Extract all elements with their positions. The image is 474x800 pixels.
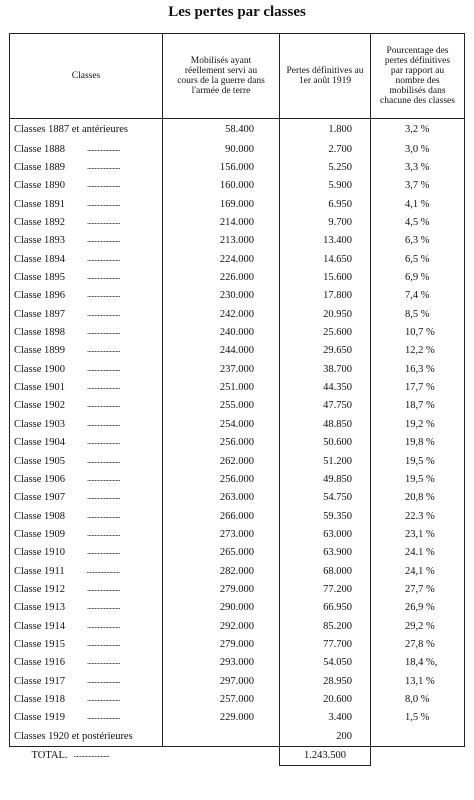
pourcentage-cell: 3,0 % <box>371 141 465 159</box>
leader-dots: ...................... <box>87 327 121 337</box>
leader-dots: ...................... <box>87 217 121 227</box>
leader-dots: ...................... <box>87 253 121 263</box>
classe-cell <box>10 416 163 434</box>
classe-label: Classe 1912 <box>14 583 66 595</box>
classe-cell <box>10 287 163 305</box>
classe-cell <box>10 232 163 250</box>
pertes-cell: 15.600 <box>280 269 371 287</box>
mobilises-cell: 242.000 <box>163 306 280 324</box>
table-row <box>10 636 465 654</box>
pourcentage-cell: 8,0 % <box>371 691 465 709</box>
header-pertes-text: Pertes définitives au 1er août 1919 <box>286 66 364 86</box>
classe-cell <box>10 526 163 544</box>
table-row <box>10 416 465 434</box>
table-row <box>10 434 465 452</box>
pertes-cell: 38.700 <box>280 361 371 379</box>
classe-label: Classe 1903 <box>14 418 66 430</box>
pertes-cell: 48.850 <box>280 416 371 434</box>
classe-cell <box>10 599 163 617</box>
mobilises-cell: 169.000 <box>163 196 280 214</box>
pourcentage-cell: 18,7 % <box>371 397 465 415</box>
classe-cell <box>10 342 163 360</box>
leader-dots: ...................... <box>87 602 121 612</box>
pourcentage-cell: 1,5 % <box>371 709 465 727</box>
classe-cell <box>10 672 163 690</box>
table-row <box>10 397 465 415</box>
classe-cell <box>10 471 163 489</box>
table-row <box>10 617 465 635</box>
leader-dots: ...................... <box>87 382 121 392</box>
header-pourcentage-text: Pourcentage des pertes définitives par rapport au nombre des mobilisés dans chacune des classes <box>380 46 455 106</box>
mobilises-cell: 292.000 <box>163 617 280 635</box>
classe-label: Classe 1906 <box>14 473 66 485</box>
table-row-posterieures <box>10 728 465 747</box>
classe-cell <box>10 214 163 232</box>
classe-label: Classe 1917 <box>14 675 66 687</box>
pertes-cell: 51.200 <box>280 452 371 470</box>
leader-dots: ...................... <box>87 510 121 520</box>
mobilises-cell: 58.400 <box>163 119 280 141</box>
classe-label: Classes 1887 et antérieures <box>14 123 129 135</box>
pertes-cell: 5.250 <box>280 159 371 177</box>
pourcentage-cell: 19,8 % <box>371 434 465 452</box>
table-row <box>10 177 465 195</box>
table-row <box>10 232 465 250</box>
pertes-cell: 20.600 <box>280 691 371 709</box>
classe-label: Classe 1889 <box>14 162 66 174</box>
leader-dots: ...................... <box>87 418 121 428</box>
mobilises-cell: 213.000 <box>163 232 280 250</box>
classe-label: Classe 1911 <box>14 565 65 577</box>
pertes-cell: 29.650 <box>280 342 371 360</box>
mobilises-cell: 214.000 <box>163 214 280 232</box>
leader-dots: ...................... <box>87 620 121 630</box>
classe-label: Classe 1915 <box>14 638 66 650</box>
table-row <box>10 471 465 489</box>
leader-dots: ...................... <box>87 180 121 190</box>
pourcentage-cell: 27,7 % <box>371 581 465 599</box>
classe-cell <box>10 177 163 195</box>
mobilises-cell: 240.000 <box>163 324 280 342</box>
mobilises-cell: 160.000 <box>163 177 280 195</box>
pertes-cell: 2.700 <box>280 141 371 159</box>
table-row <box>10 214 465 232</box>
pourcentage-cell: 23,1 % <box>371 526 465 544</box>
header-pertes <box>280 34 371 119</box>
classe-label: Classe 1916 <box>14 657 66 669</box>
table-row <box>10 599 465 617</box>
classe-label: Classe 1914 <box>14 620 66 632</box>
classe-cell <box>10 691 163 709</box>
classe-cell <box>10 709 163 727</box>
pertes-cell: 54.750 <box>280 489 371 507</box>
mobilises-cell: 90.000 <box>163 141 280 159</box>
classe-label: Classe 1899 <box>14 345 66 357</box>
table-row <box>10 119 465 141</box>
classe-cell <box>10 562 163 580</box>
pourcentage-cell: 6,3 % <box>371 232 465 250</box>
pourcentage-cell: 24.1 % <box>371 544 465 562</box>
leader-dots: ...................... <box>87 437 121 447</box>
leader-dots: ...................... <box>87 345 121 355</box>
classe-label: Classe 1901 <box>14 382 66 394</box>
classe-cell <box>10 306 163 324</box>
classe-cell <box>10 159 163 177</box>
header-mobilises-text: Mobilisés ayant réellement servi au cours de la guerre dans l'armée de terre <box>177 56 265 96</box>
classe-cell <box>10 434 163 452</box>
classe-cell <box>10 361 163 379</box>
mobilises-cell: 263.000 <box>163 489 280 507</box>
pourcentage-cell: 3,3 % <box>371 159 465 177</box>
leader-dots: ...................... <box>87 455 121 465</box>
classe-label: Classe 1893 <box>14 235 66 247</box>
mobilises-cell: 282.000 <box>163 562 280 580</box>
classe-label: Classe 1904 <box>14 437 66 449</box>
leader-dots: ...................... <box>87 143 121 153</box>
classe-label: Classe 1894 <box>14 253 66 265</box>
losses-table <box>9 33 465 766</box>
mobilises-cell: 293.000 <box>163 654 280 672</box>
classe-cell <box>10 397 163 415</box>
pertes-cell: 28.950 <box>280 672 371 690</box>
table-row <box>10 141 465 159</box>
pourcentage-cell: 12,2 % <box>371 342 465 360</box>
pourcentage-cell: 6,9 % <box>371 269 465 287</box>
leader-dots: ...................... <box>87 657 121 667</box>
classe-label: Classe 1908 <box>14 510 66 522</box>
table-row <box>10 654 465 672</box>
pertes-cell: 77.700 <box>280 636 371 654</box>
table-row <box>10 709 465 727</box>
classe-label: Classe 1902 <box>14 400 66 412</box>
pourcentage-cell: 19,2 % <box>371 416 465 434</box>
table-row <box>10 342 465 360</box>
leader-dots: ...................... <box>87 363 121 373</box>
pourcentage-cell: 22.3 % <box>371 507 465 525</box>
pertes-cell: 63.900 <box>280 544 371 562</box>
pertes-cell: 200 <box>280 728 371 747</box>
mobilises-cell: 266.000 <box>163 507 280 525</box>
table-row <box>10 507 465 525</box>
mobilises-cell: 237.000 <box>163 361 280 379</box>
classe-cell <box>10 251 163 269</box>
pourcentage-cell: 19,5 % <box>371 452 465 470</box>
pourcentage-cell: 17,7 % <box>371 379 465 397</box>
classe-cell <box>10 119 163 141</box>
pourcentage-cell: 4,1 % <box>371 196 465 214</box>
pertes-cell: 1.800 <box>280 119 371 141</box>
pertes-cell: 6.950 <box>280 196 371 214</box>
mobilises-cell: 226.000 <box>163 269 280 287</box>
table-row <box>10 159 465 177</box>
classe-label: Classe 1898 <box>14 327 66 339</box>
table-header-row <box>10 34 465 119</box>
mobilises-cell: 254.000 <box>163 416 280 434</box>
pourcentage-cell: 27,8 % <box>371 636 465 654</box>
total-blank-cell <box>371 746 465 765</box>
leader-dots: ...................... <box>86 565 120 575</box>
table-row <box>10 361 465 379</box>
header-mobilises <box>163 34 280 119</box>
classe-label: Classe 1910 <box>14 547 66 559</box>
pourcentage-cell: 13,1 % <box>371 672 465 690</box>
table-row <box>10 306 465 324</box>
classe-label: Classe 1907 <box>14 492 66 504</box>
pourcentage-cell: 26,9 % <box>371 599 465 617</box>
pourcentage-cell: 8,5 % <box>371 306 465 324</box>
classe-cell <box>10 452 163 470</box>
mobilises-cell: 251.000 <box>163 379 280 397</box>
classe-cell <box>10 581 163 599</box>
leader-dots: ...................... <box>87 528 121 538</box>
leader-dots: ...................... <box>87 235 121 245</box>
classe-label: Classe 1905 <box>14 455 66 467</box>
classe-cell <box>10 379 163 397</box>
classe-cell <box>10 654 163 672</box>
table-row <box>10 269 465 287</box>
pertes-cell: 17.800 <box>280 287 371 305</box>
pourcentage-cell: 7,4 % <box>371 287 465 305</box>
total-label: TOTAL. <box>31 750 68 762</box>
mobilises-cell: 279.000 <box>163 636 280 654</box>
table-row <box>10 691 465 709</box>
leader-dots: ...................... <box>87 198 121 208</box>
classe-cell <box>10 617 163 635</box>
mobilises-cell: 224.000 <box>163 251 280 269</box>
classe-cell <box>10 544 163 562</box>
classe-cell <box>10 141 163 159</box>
total-blank-cell <box>163 746 280 765</box>
table-row <box>10 526 465 544</box>
classe-label: Classe 1896 <box>14 290 66 302</box>
mobilises-cell: 273.000 <box>163 526 280 544</box>
pertes-cell: 25.600 <box>280 324 371 342</box>
classe-label: Classe 1892 <box>14 217 66 229</box>
leader-dots: ...................... <box>87 290 121 300</box>
leader-dots: ...................... <box>87 400 121 410</box>
leader-dots: ...................... <box>87 162 121 172</box>
pertes-cell: 9.700 <box>280 214 371 232</box>
pertes-cell: 54.050 <box>280 654 371 672</box>
pourcentage-cell: 20,8 % <box>371 489 465 507</box>
leader-dots: ...................... <box>87 693 121 703</box>
pourcentage-cell-empty <box>371 728 465 747</box>
classe-label: Classe 1919 <box>14 712 66 724</box>
mobilises-cell: 156.000 <box>163 159 280 177</box>
mobilises-cell: 230.000 <box>163 287 280 305</box>
pourcentage-cell: 10,7 % <box>371 324 465 342</box>
table-row <box>10 324 465 342</box>
classe-cell <box>10 269 163 287</box>
pourcentage-cell: 19,5 % <box>371 471 465 489</box>
pertes-cell: 63.000 <box>280 526 371 544</box>
classe-label: Classe 1918 <box>14 693 66 705</box>
mobilises-cell: 255.000 <box>163 397 280 415</box>
mobilises-cell: 290.000 <box>163 599 280 617</box>
classe-cell <box>10 489 163 507</box>
table-row <box>10 287 465 305</box>
leader-dots: ...................... <box>87 638 121 648</box>
table-body <box>10 119 465 766</box>
mobilises-cell: 244.000 <box>163 342 280 360</box>
pertes-cell: 20.950 <box>280 306 371 324</box>
pourcentage-cell: 18,4 %, <box>371 654 465 672</box>
pourcentage-cell: 29,2 % <box>371 617 465 635</box>
pourcentage-cell: 3,2 % <box>371 119 465 141</box>
pertes-cell: 44.350 <box>280 379 371 397</box>
table-row-total <box>10 746 465 765</box>
classe-cell <box>10 196 163 214</box>
classe-label: Classe 1895 <box>14 272 66 284</box>
pourcentage-cell: 16,3 % <box>371 361 465 379</box>
pourcentage-cell: 3,7 % <box>371 177 465 195</box>
pourcentage-cell: 24,1 % <box>371 562 465 580</box>
leader-dots: ...................... <box>87 712 121 722</box>
pertes-cell: 59.350 <box>280 507 371 525</box>
header-pourcentage <box>371 34 465 119</box>
total-pertes-cell: 1.243.500 <box>280 746 371 765</box>
classe-cell <box>10 324 163 342</box>
classe-cell <box>10 507 163 525</box>
mobilises-cell: 265.000 <box>163 544 280 562</box>
classe-cell <box>10 636 163 654</box>
table-row <box>10 251 465 269</box>
pertes-cell: 47.750 <box>280 397 371 415</box>
classe-label: Classe 1888 <box>14 143 66 155</box>
leader-dots: ...................... <box>87 272 121 282</box>
leader-dots: ...................... <box>87 675 121 685</box>
table-row <box>10 544 465 562</box>
table-row <box>10 489 465 507</box>
mobilises-cell: 257.000 <box>163 691 280 709</box>
classe-label: Classe 1891 <box>14 198 66 210</box>
pertes-cell: 14.650 <box>280 251 371 269</box>
header-classes: Classes <box>10 34 163 119</box>
pourcentage-cell: 6,5 % <box>371 251 465 269</box>
leader-dots: ...................... <box>87 547 121 557</box>
pourcentage-cell: 4,5 % <box>371 214 465 232</box>
leader-dots: ...................... <box>87 473 121 483</box>
pertes-cell: 49.850 <box>280 471 371 489</box>
mobilises-cell: 256.000 <box>163 434 280 452</box>
leader-dots: ...................... <box>87 308 121 318</box>
table-row <box>10 452 465 470</box>
pertes-cell: 3.400 <box>280 709 371 727</box>
classe-label: Classe 1890 <box>14 180 66 192</box>
total-label-cell <box>10 746 163 765</box>
table-row <box>10 581 465 599</box>
pertes-cell: 68.000 <box>280 562 371 580</box>
pertes-cell: 66.950 <box>280 599 371 617</box>
classe-label: Classe 1900 <box>14 363 66 375</box>
mobilises-cell: 279.000 <box>163 581 280 599</box>
mobilises-cell: 229.000 <box>163 709 280 727</box>
mobilises-cell-empty <box>163 728 280 747</box>
classe-label: Classe 1913 <box>14 602 66 614</box>
pertes-cell: 50.600 <box>280 434 371 452</box>
page-title: Les pertes par classes <box>168 4 306 20</box>
pertes-cell: 5.900 <box>280 177 371 195</box>
classe-label: Classe 1909 <box>14 528 66 540</box>
classe-label: Classe 1897 <box>14 308 66 320</box>
table-row <box>10 196 465 214</box>
mobilises-cell: 262.000 <box>163 452 280 470</box>
pertes-cell: 77.200 <box>280 581 371 599</box>
classe-cell: Classes 1920 et postérieures <box>10 728 163 747</box>
table-row <box>10 672 465 690</box>
leader-dots: ........................ <box>73 750 110 760</box>
table-row <box>10 562 465 580</box>
table-row <box>10 379 465 397</box>
pertes-cell: 13.400 <box>280 232 371 250</box>
leader-dots: ...................... <box>87 583 121 593</box>
mobilises-cell: 297.000 <box>163 672 280 690</box>
leader-dots: ...................... <box>87 492 121 502</box>
mobilises-cell: 256.000 <box>163 471 280 489</box>
pertes-cell: 85.200 <box>280 617 371 635</box>
